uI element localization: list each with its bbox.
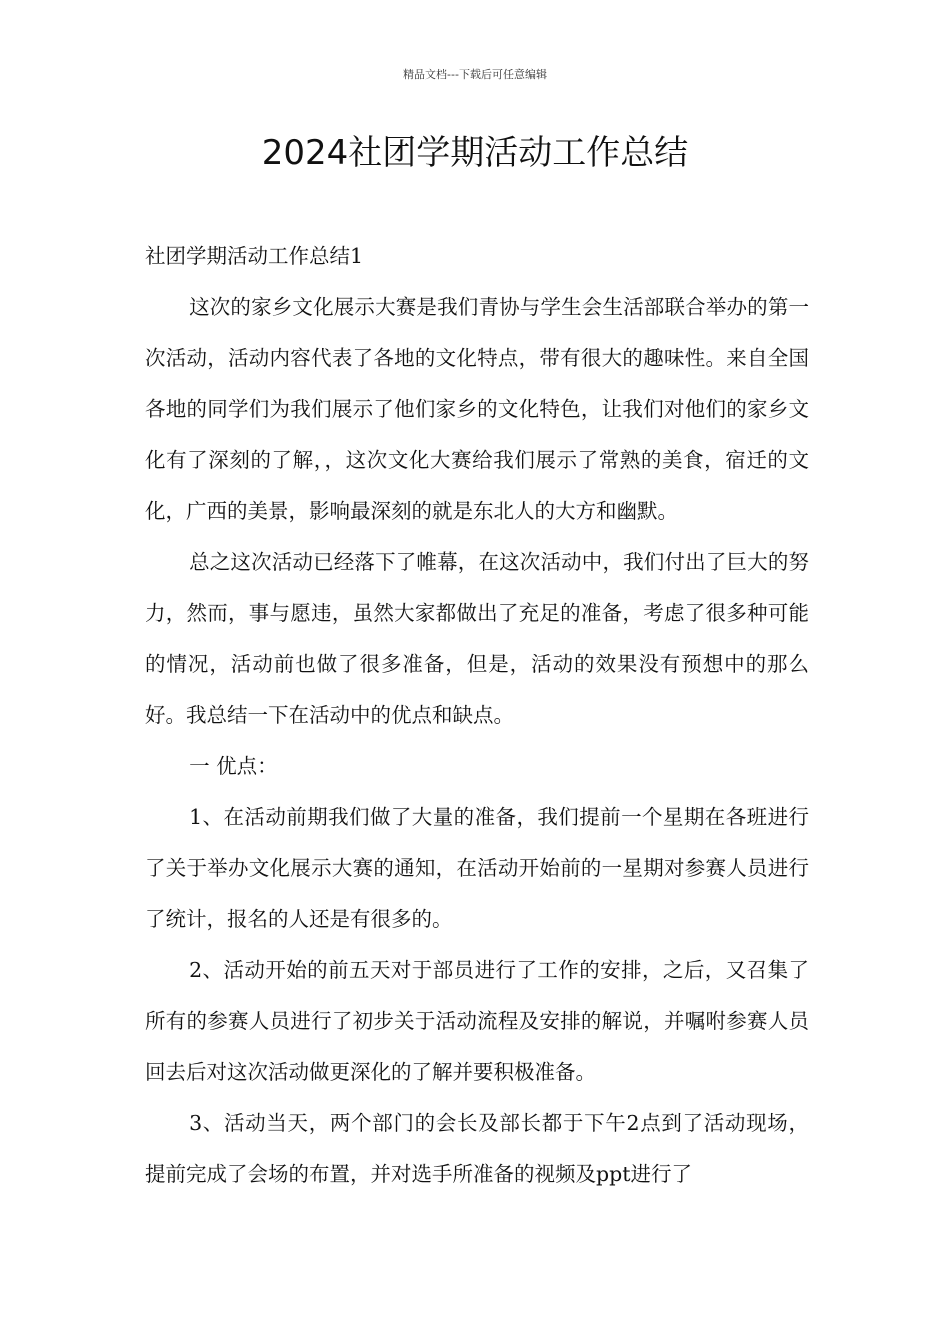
section-heading: 社团学期活动工作总结1 [145, 244, 364, 268]
subheading-advantages: 一 优点： [189, 754, 278, 778]
header-note: 精品文档---下载后可任意编辑 [403, 68, 547, 81]
paragraph-summary: 总之这次活动已经落下了帷幕，在这次活动中，我们付出了巨大的努力，然而，事与愿违，虽然大家都做出了充足的准备，考虑了很多种可能的情况，活动前也做了很多准备，但是，活动的效果没有预想中的那么好。我总结一下在活动中的优点和缺点。 [145, 550, 809, 727]
paragraph-intro: 这次的家乡文化展示大赛是我们青协与学生会生活部联合举办的第一次活动，活动内容代表了各地的文化特点，带有很大的趣味性。来自全国各地的同学们为我们展示了他们家乡的文化特色，让我们对他们的家乡文化有了深刻的了解，，这次文化大赛给我们展示了常熟的美食，宿迁的文化，广西的美景，影响最深刻的就是东北人的大方和幽默。 [145, 295, 809, 523]
paragraph-point-1: 1、在活动前期我们做了大量的准备，我们提前一个星期在各班进行了关于举办文化展示大赛的通知，在活动开始前的一星期对参赛人员进行了统计，报名的人还是有很多的。 [145, 805, 809, 931]
paragraph-point-3: 3、活动当天，两个部门的会长及部长都于下午2点到了活动现场，提前完成了会场的布置，并对选手所准备的视频及ppt进行了 [145, 1111, 809, 1186]
document-body [145, 231, 809, 1200]
document-title: 2024社团学期活动工作总结 [261, 133, 689, 173]
paragraph-point-2: 2、活动开始的前五天对于部员进行了工作的安排，之后，又召集了所有的参赛人员进行了初步关于活动流程及安排的解说，并嘱咐参赛人员回去后对这次活动做更深化的了解并要积极准备。 [145, 958, 809, 1084]
